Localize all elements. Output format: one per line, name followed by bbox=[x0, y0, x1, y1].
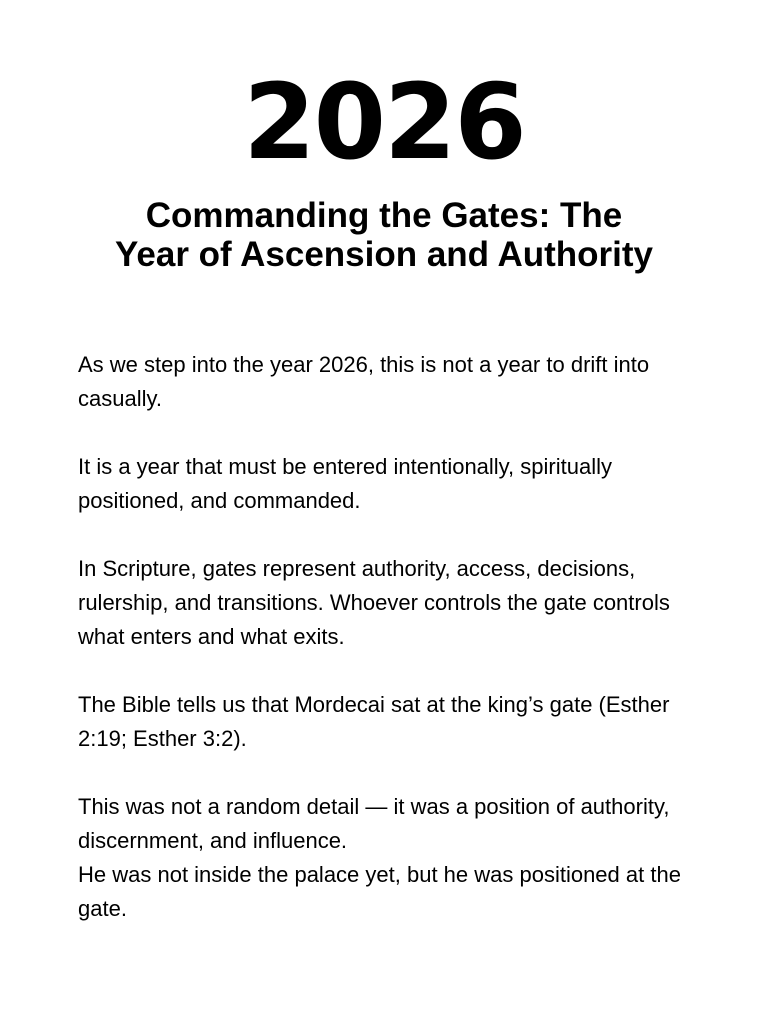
paragraph: He was not inside the palace yet, but he was positioned at the gate. bbox=[78, 862, 681, 921]
paragraph: It is a year that must be entered intentionally, spiritually positioned, and commanded. bbox=[78, 454, 612, 513]
paragraph: This was not a random detail — it was a position of authority, discernment, and influence. bbox=[78, 794, 670, 853]
paragraph: As we step into the year 2026, this is not a year to drift into casually. bbox=[78, 352, 650, 411]
body-text bbox=[78, 348, 708, 960]
paragraph: In Scripture, gates represent authority, access, decisions, rulership, and transitions. Whoever controls the gate controls what enters and what exits. bbox=[78, 556, 670, 649]
subtitle-line-2: Year of Ascension and Authority bbox=[114, 235, 654, 274]
paragraph: The Bible tells us that Mordecai sat at the king’s gate (Esther 2:19; Esther 3:2). bbox=[78, 692, 670, 751]
subtitle-line-1: Commanding the Gates: The bbox=[145, 196, 623, 235]
year-heading: 2026 bbox=[243, 61, 525, 183]
subtitle-heading bbox=[60, 196, 708, 274]
